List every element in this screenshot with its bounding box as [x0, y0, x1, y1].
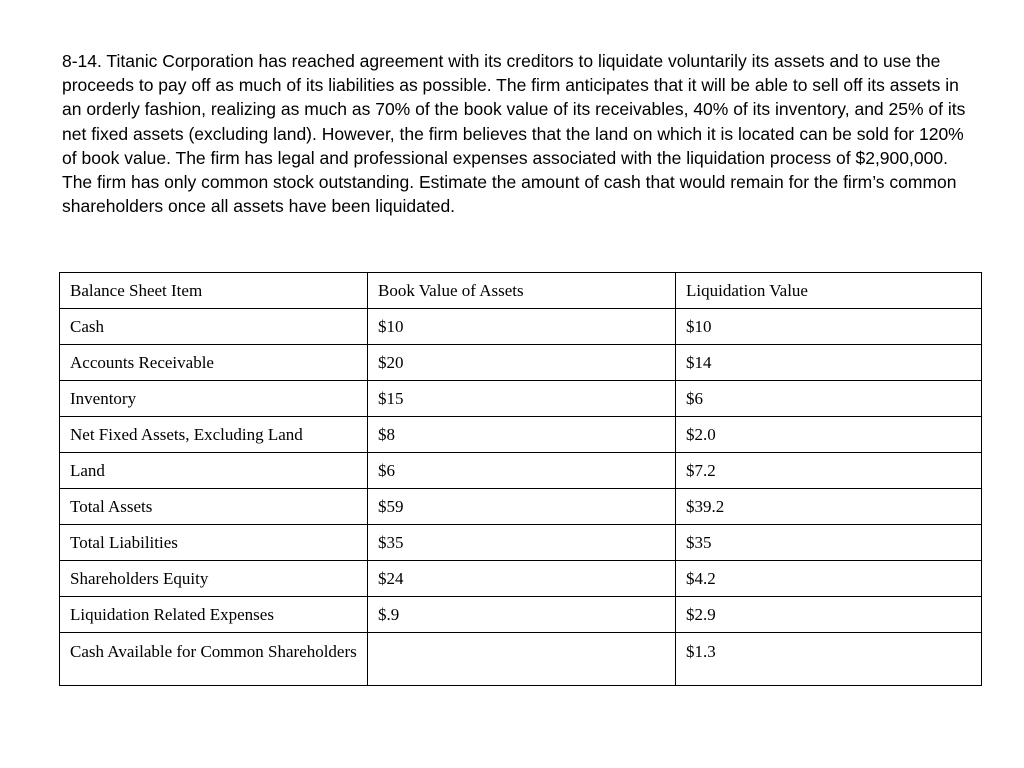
- cell-liquidation-value: $2.0: [676, 417, 982, 453]
- table-row: [60, 633, 982, 686]
- cell-item: Land: [60, 453, 368, 489]
- cell-liquidation-value: $14: [676, 345, 982, 381]
- cell-book-value: $59: [368, 489, 676, 525]
- column-header-balance-sheet-item: Balance Sheet Item: [60, 273, 368, 309]
- cell-liquidation-value: $1.3: [676, 633, 982, 686]
- table-row: [60, 345, 982, 381]
- cell-item: Total Liabilities: [60, 525, 368, 561]
- cell-item: Total Assets: [60, 489, 368, 525]
- column-header-liquidation-value: Liquidation Value: [676, 273, 982, 309]
- table-row: [60, 309, 982, 345]
- cell-liquidation-value: $6: [676, 381, 982, 417]
- table-header-row: [60, 273, 982, 309]
- table-row: [60, 453, 982, 489]
- cell-item: Cash: [60, 309, 368, 345]
- cell-liquidation-value: $4.2: [676, 561, 982, 597]
- cell-book-value: $10: [368, 309, 676, 345]
- problem-statement: 8-14. Titanic Corporation has reached agreement with its creditors to liquidate voluntarily its assets and to use the proceeds to pay off as much of its liabilities as possible. The firm anticipates that it will be able to sell off its assets in an orderly fashion, realizing as much as 70% of the book value of its receivables, 40% of its inventory, and 25% of its net fixed assets (excluding land). However, the firm believes that the land on which it is located can be sold for 120% of book value. The firm has legal and professional expenses associated with the liquidation process of $2,900,000. The firm has only common stock outstanding. Estimate the amount of cash that would remain for the firm’s common shareholders once all assets have been liquidated.: [62, 51, 966, 217]
- cell-book-value: $8: [368, 417, 676, 453]
- cell-liquidation-value: $7.2: [676, 453, 982, 489]
- cell-book-value: $6: [368, 453, 676, 489]
- table-row: [60, 381, 982, 417]
- cell-book-value: $35: [368, 525, 676, 561]
- cell-book-value: $.9: [368, 597, 676, 633]
- cell-book-value: $15: [368, 381, 676, 417]
- table-row: [60, 489, 982, 525]
- table-row: [60, 597, 982, 633]
- cell-item: Accounts Receivable: [60, 345, 368, 381]
- table-row: [60, 525, 982, 561]
- cell-item: Shareholders Equity: [60, 561, 368, 597]
- table-row: [60, 561, 982, 597]
- cell-item: Inventory: [60, 381, 368, 417]
- cell-liquidation-value: $35: [676, 525, 982, 561]
- column-header-book-value: Book Value of Assets: [368, 273, 676, 309]
- cell-liquidation-value: $39.2: [676, 489, 982, 525]
- cell-book-value: $20: [368, 345, 676, 381]
- cell-book-value: [368, 633, 676, 686]
- cell-liquidation-value: $2.9: [676, 597, 982, 633]
- liquidation-table: [59, 272, 982, 686]
- cell-item: Cash Available for Common Shareholders: [60, 633, 368, 686]
- cell-liquidation-value: $10: [676, 309, 982, 345]
- cell-book-value: $24: [368, 561, 676, 597]
- cell-item: Liquidation Related Expenses: [60, 597, 368, 633]
- table-row: [60, 417, 982, 453]
- cell-item: Net Fixed Assets, Excluding Land: [60, 417, 368, 453]
